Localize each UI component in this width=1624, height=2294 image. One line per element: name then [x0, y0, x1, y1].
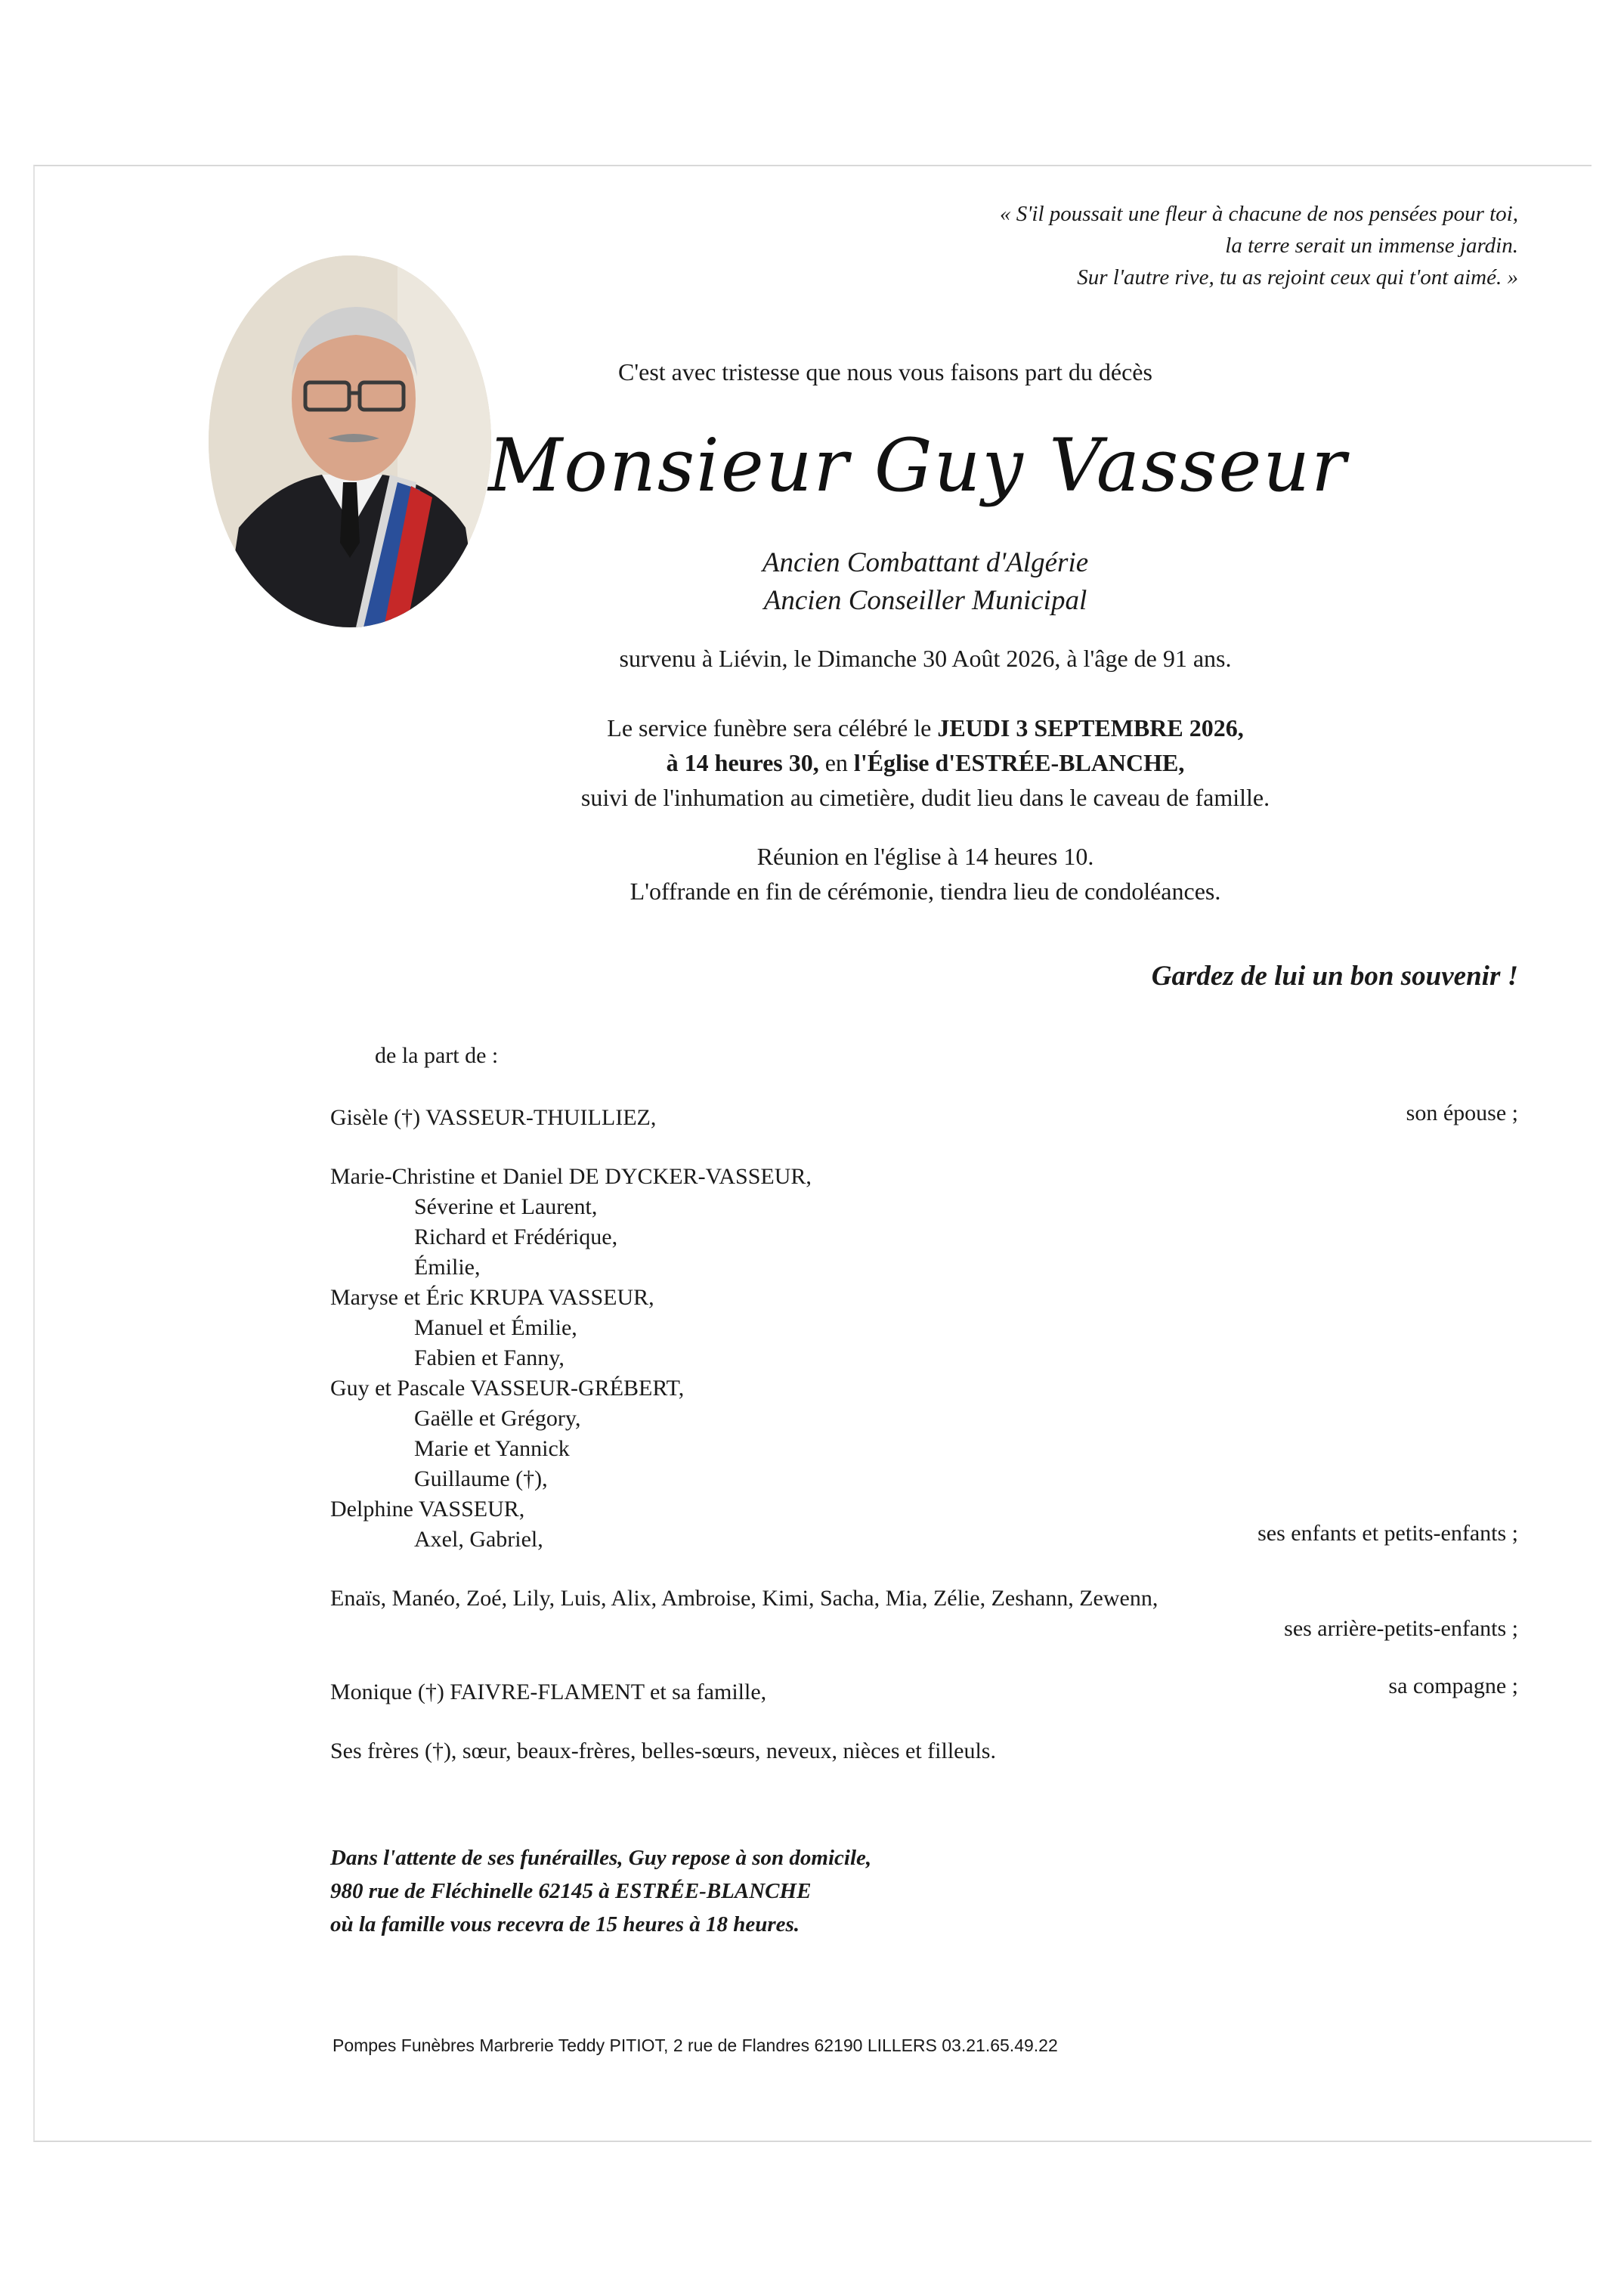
service-text: en — [818, 749, 854, 776]
family-entry: Séverine et Laurent, — [414, 1194, 598, 1219]
family-entry: Marie-Christine et Daniel DE DYCKER-VASSEUR, — [330, 1164, 812, 1189]
quote-line: « S'il poussait une fleur à chacune de nos pensées pour toi, — [999, 202, 1518, 226]
family-role: ses enfants et petits-enfants ; — [1257, 1521, 1518, 1546]
family-entry: Maryse et Éric KRUPA VASSEUR, — [330, 1285, 654, 1310]
funeral-service — [0, 710, 1624, 815]
repose-info — [330, 1841, 871, 1941]
reunion-info — [0, 839, 1624, 909]
family-role: sa compagne ; — [1388, 1673, 1518, 1698]
family-entry: Ses frères (†), sœur, beaux-frères, belles-sœurs, neveux, nièces et filleuls. — [330, 1738, 996, 1763]
family-entry: Enaïs, Manéo, Zoé, Lily, Luis, Alix, Ambroise, Kimi, Sacha, Mia, Zélie, Zeshann, Zewenn, — [330, 1586, 1158, 1611]
family-entry: Émilie, — [414, 1255, 481, 1280]
family-entry: Axel, Gabriel, — [414, 1527, 543, 1552]
from-label: de la part de : — [375, 1043, 499, 1068]
family-entry: Fabien et Fanny, — [414, 1345, 565, 1370]
family-entry: Marie et Yannick — [414, 1436, 570, 1461]
service-text: Le service funèbre sera célébré le — [607, 714, 938, 741]
quote-line: Sur l'autre rive, tu as rejoint ceux qui t'ont aimé. » — [1077, 265, 1518, 289]
reunion-line: L'offrande en fin de cérémonie, tiendra lieu de condoléances. — [629, 878, 1221, 905]
death-details: survenu à Liévin, le Dimanche 30 Août 2026, à l'âge de 91 ans. — [619, 645, 1232, 672]
closing-phrase: Gardez de lui un bon souvenir ! — [1151, 961, 1518, 992]
service-line-3: suivi de l'inhumation au cimetière, dudit lieu dans le caveau de famille. — [580, 784, 1270, 811]
reunion-line: Réunion en l'église à 14 heures 10. — [756, 843, 1094, 870]
family-entry: Manuel et Émilie, — [414, 1315, 577, 1340]
service-line-2 — [227, 745, 1624, 780]
family-role: ses arrière-petits-enfants ; — [1284, 1616, 1518, 1641]
funeral-home-footer: Pompes Funèbres Marbrerie Teddy PITIOT, 2 rue de Flandres 62190 LILLERS 03.21.65.49.22 — [333, 2035, 1058, 2055]
intro-text: C'est avec tristesse que nous vous faisons part du décès — [618, 358, 1152, 385]
repose-line: 980 rue de Fléchinelle 62145 à ESTRÉE-BLANCHE — [330, 1879, 812, 1903]
quote-line: la terre serait un immense jardin. — [1225, 234, 1518, 258]
repose-line: Dans l'attente de ses funérailles, Guy repose à son domicile, — [330, 1846, 872, 1870]
family-entry: Monique (†) FAIVRE-FLAMENT et sa famille, — [330, 1679, 767, 1704]
family-entry: Richard et Frédérique, — [414, 1224, 618, 1249]
family-entry: Gaëlle et Grégory, — [414, 1406, 581, 1431]
service-time: à 14 heures 30, — [666, 749, 819, 776]
family-entry: Delphine VASSEUR, — [330, 1497, 525, 1522]
service-place: l'Église d'ESTRÉE-BLANCHE, — [853, 749, 1185, 776]
deceased-titles — [0, 544, 1624, 620]
family-entry: Guy et Pascale VASSEUR-GRÉBERT, — [330, 1376, 685, 1401]
deceased-name: Monsieur Guy Vasseur — [487, 423, 1347, 508]
title-line: Ancien Combattant d'Algérie — [762, 547, 1089, 578]
opening-quote — [1000, 198, 1518, 293]
service-line-1 — [227, 710, 1624, 745]
title-line: Ancien Conseiller Municipal — [763, 585, 1087, 616]
family-entry: Guillaume (†), — [414, 1466, 548, 1491]
family-entry: Gisèle (†) VASSEUR-THUILLIEZ, — [330, 1105, 657, 1130]
family-role: son épouse ; — [1406, 1101, 1518, 1125]
service-date: JEUDI 3 SEPTEMBRE 2026, — [937, 714, 1244, 741]
repose-line: où la famille vous recevra de 15 heures à 18 heures. — [330, 1912, 800, 1936]
